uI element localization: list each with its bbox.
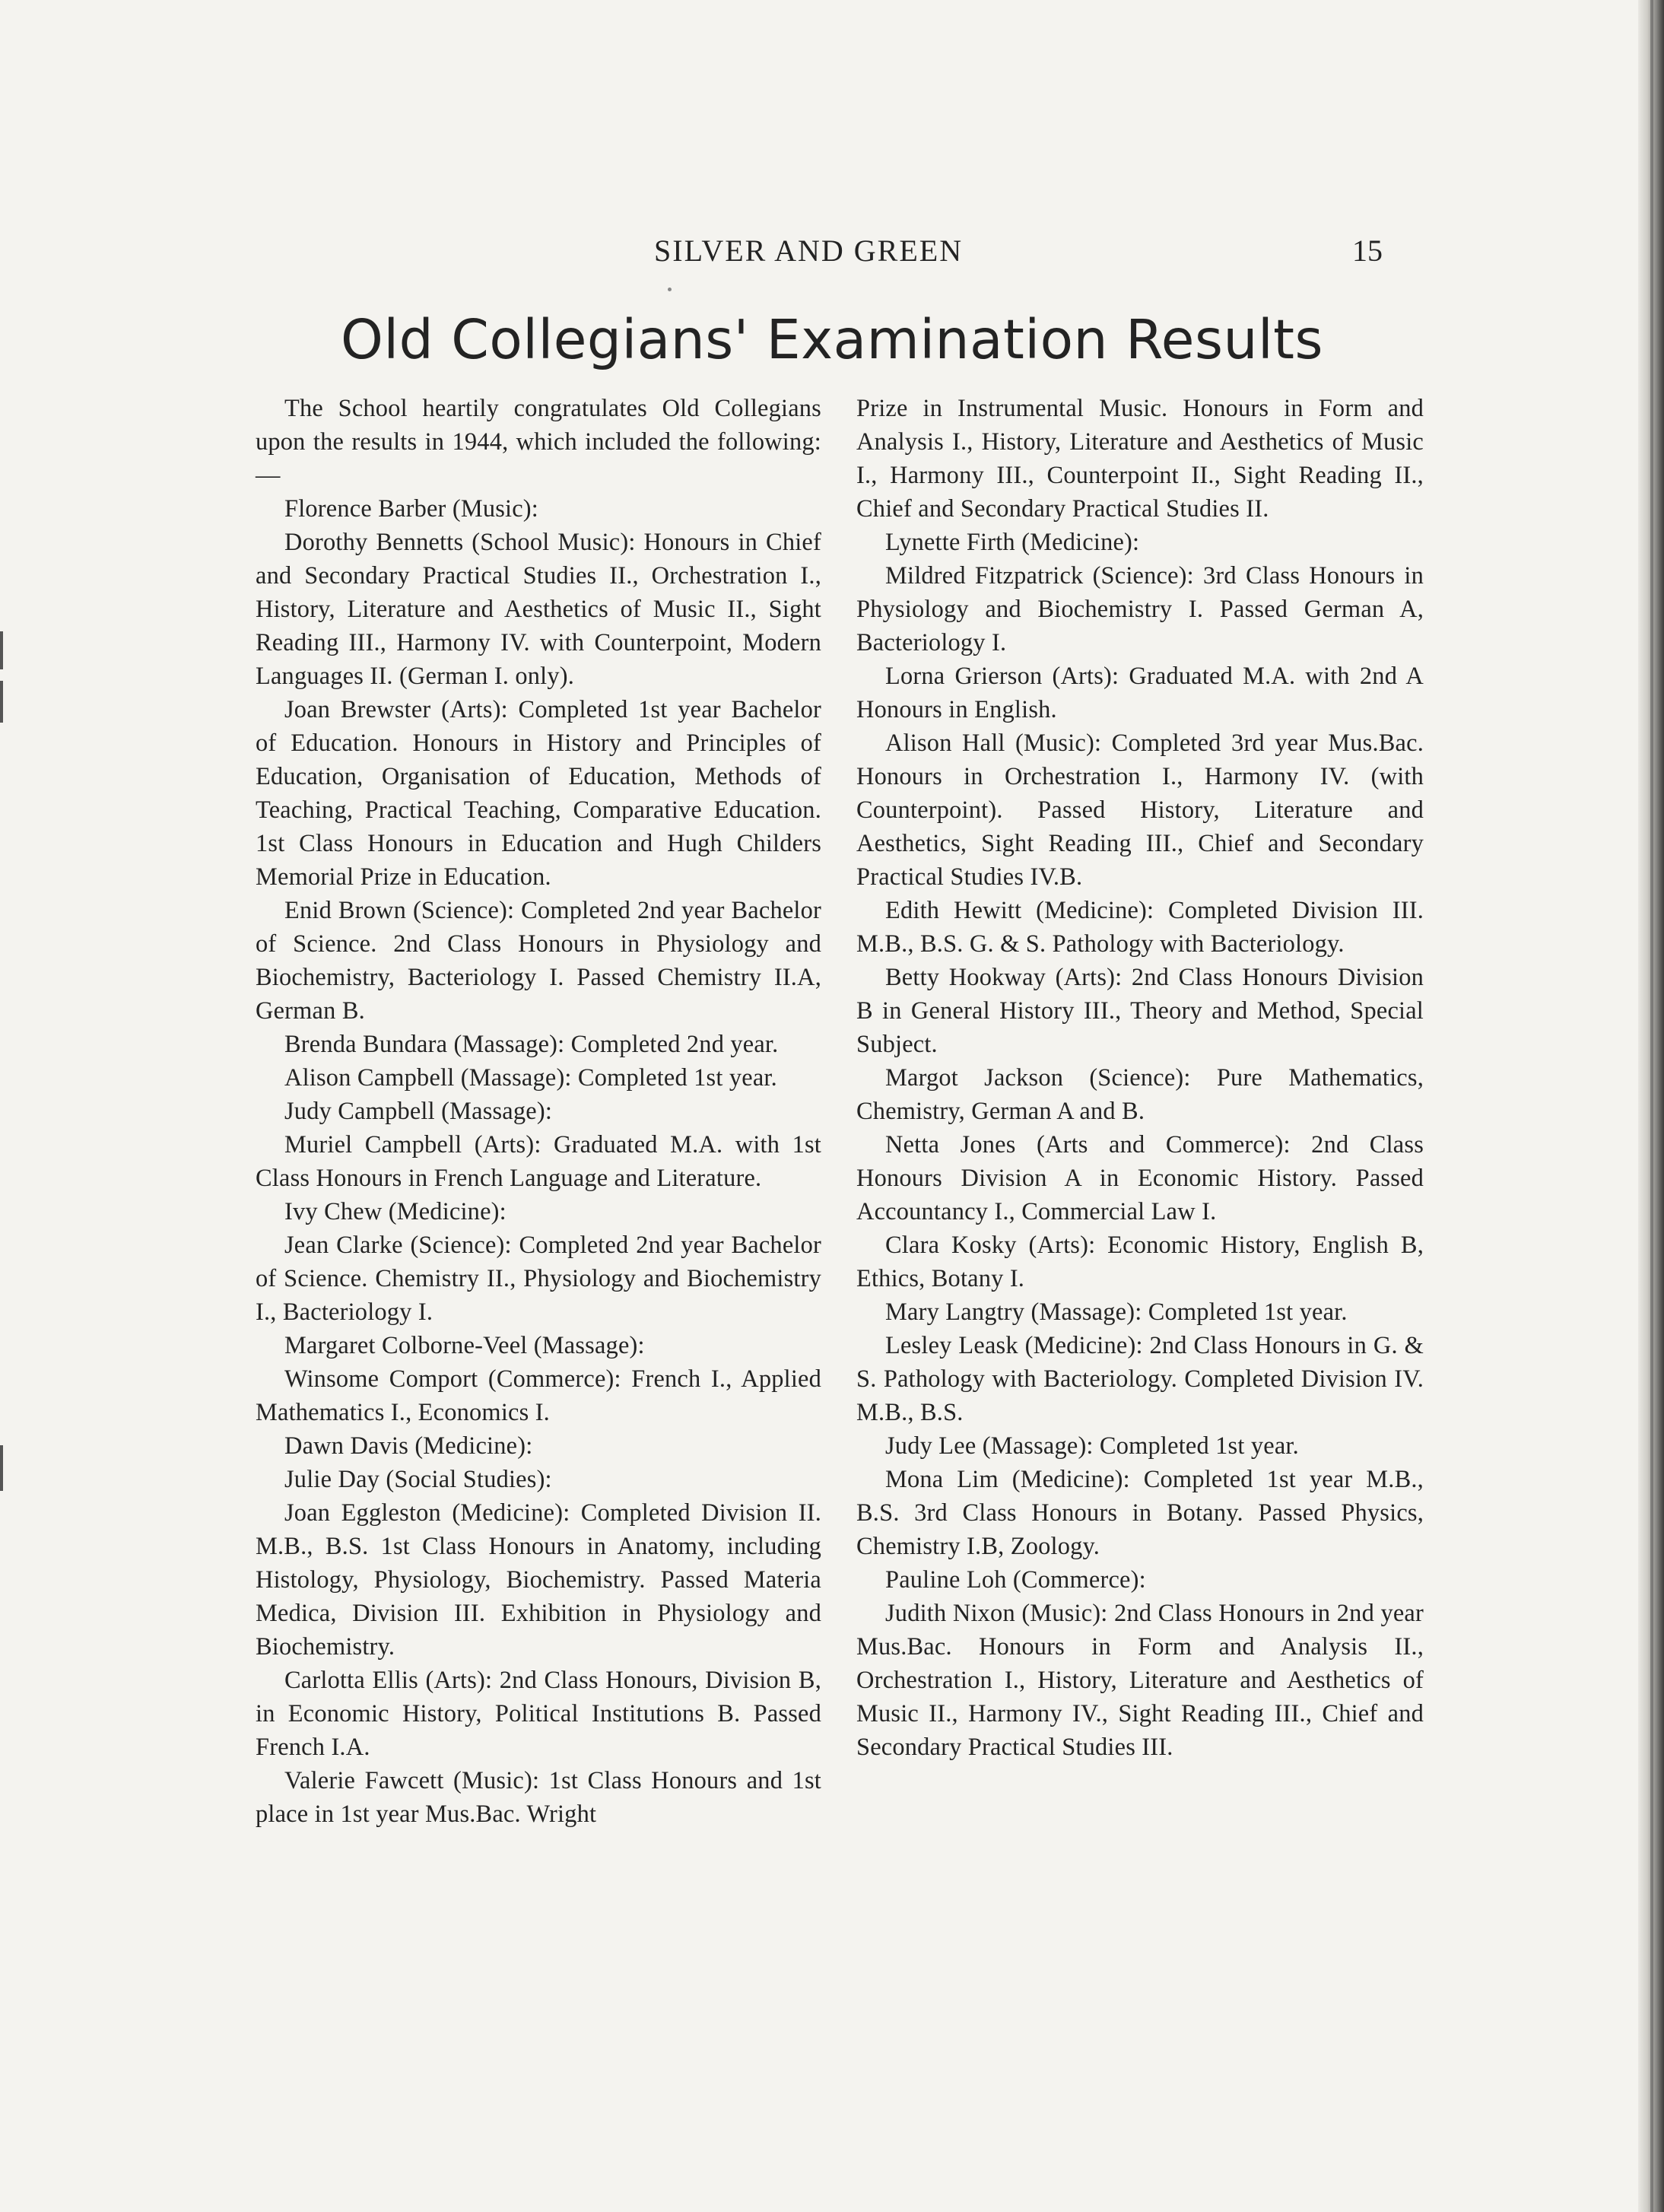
paragraph-continuation: Prize in Instrumental Music. Honours in Form and Analysis I., History, Literature and Aesthetics of Music I., Harmony III., Counterpoint II., Sight Reading II., Chief and Secondary Practical Studies II. xyxy=(856,395,1424,523)
paragraph: Brenda Bundara (Massage): Completed 2nd year. xyxy=(284,1031,779,1058)
paragraph: Jean Clarke (Science): Completed 2nd year Bachelor of Science. Chemistry II., Physiology and Biochemistry I., Bacteriology I. xyxy=(256,1232,821,1326)
article-title: Old Collegians' Examination Results xyxy=(341,308,1323,371)
paragraph: Judy Campbell (Massage): xyxy=(284,1098,553,1125)
journal-title: SILVER AND GREEN xyxy=(654,234,964,268)
paragraph: Valerie Fawcett (Music): 1st Class Honours and 1st place in 1st year Mus.Bac. Wright xyxy=(256,1767,821,1828)
paragraph: Enid Brown (Science): Completed 2nd year Bachelor of Science. 2nd Class Honours in Physiology and Biochemistry, Bacteriology I. Passed Chemistry II.A, German B. xyxy=(256,897,821,1025)
paragraph: Pauline Loh (Commerce): xyxy=(885,1566,1146,1594)
paragraph: Muriel Campbell (Arts): Graduated M.A. with 1st Class Honours in French Language and Literature. xyxy=(256,1131,821,1192)
paragraph: Judith Nixon (Music): 2nd Class Honours in 2nd year Mus.Bac. Honours in Form and Analysis II., Orchestration I., History, Literature and Aesthetics of Music II., Harmony IV., Sight Reading III., Chief and Secondary Practical Studies III. xyxy=(856,1600,1424,1761)
paragraph: Alison Hall (Music): Completed 3rd year Mus.Bac. Honours in Orchestration I., Harmony IV. (with Counterpoint). Passed History, Literature and Aesthetics, Sight Reading III., Chief and Secondary Practical Studies IV.B. xyxy=(856,729,1424,891)
paragraph: Julie Day (Social Studies): xyxy=(284,1466,552,1493)
right-column xyxy=(856,392,1424,1764)
paragraph: Ivy Chew (Medicine): xyxy=(284,1198,507,1225)
paragraph: Lynette Firth (Medicine): xyxy=(885,529,1140,556)
paragraph: Winsome Comport (Commerce): French I., Applied Mathematics I., Economics I. xyxy=(256,1365,821,1426)
paragraph: Joan Brewster (Arts): Completed 1st year Bachelor of Education. Honours in History and Principles of Education, Organisation of Education, Methods of Teaching, Practical Teaching, Comparative Education. 1st Class Honours in Education and Hugh Childers Memorial Prize in Education. xyxy=(256,696,821,891)
paragraph: Lorna Grierson (Arts): Graduated M.A. with 2nd A Honours in English. xyxy=(856,663,1424,723)
paragraph: Mary Langtry (Massage): Completed 1st year. xyxy=(885,1298,1348,1326)
scan-mark xyxy=(0,1445,3,1491)
scan-mark xyxy=(0,681,3,723)
paragraph: Mona Lim (Medicine): Completed 1st year M.B., B.S. 3rd Class Honours in Botany. Passed Physics, Chemistry I.B, Zoology. xyxy=(856,1466,1424,1560)
paragraph: The School heartily congratulates Old Collegians upon the results in 1944, which included the following:— xyxy=(256,395,821,489)
running-head xyxy=(0,233,1664,271)
paragraph: Carlotta Ellis (Arts): 2nd Class Honours, Division B, in Economic History, Political Institutions B. Passed French I.A. xyxy=(256,1667,821,1761)
page-number: 15 xyxy=(1352,234,1383,268)
paragraph: Florence Barber (Music): xyxy=(284,495,538,523)
scan-mark xyxy=(0,631,3,669)
paragraph: Lesley Leask (Medicine): 2nd Class Honours in G. & S. Pathology with Bacteriology. Completed Division IV. M.B., B.S. xyxy=(856,1332,1424,1426)
paragraph: Dawn Davis (Medicine): xyxy=(284,1432,533,1460)
paragraph: Dorothy Bennetts (School Music): Honours in Chief and Secondary Practical Studies II., Orchestration I., History, Literature and Aesthetics of Music II., Sight Reading III., Harmony IV. with Counterpoint, Modern Languages II. (German I. only). xyxy=(256,529,821,690)
paragraph: Judy Lee (Massage): Completed 1st year. xyxy=(885,1432,1299,1460)
speck xyxy=(668,288,672,291)
left-column xyxy=(256,392,821,1831)
paragraph: Edith Hewitt (Medicine): Completed Division III. M.B., B.S. G. & S. Pathology with Bacteriology. xyxy=(856,897,1424,958)
paragraph: Joan Eggleston (Medicine): Completed Division II. M.B., B.S. 1st Class Honours in Anatomy, including Histology, Physiology, Biochemistry. Passed Materia Medica, Division III. Exhibition in Physiology and Biochemistry. xyxy=(256,1499,821,1661)
paragraph: Netta Jones (Arts and Commerce): 2nd Class Honours Division A in Economic History. Passed Accountancy I., Commercial Law I. xyxy=(856,1131,1424,1225)
paragraph: Mildred Fitzpatrick (Science): 3rd Class Honours in Physiology and Biochemistry I. Passed German A, Bacteriology I. xyxy=(856,562,1424,656)
paragraph: Margot Jackson (Science): Pure Mathematics, Chemistry, German A and B. xyxy=(856,1064,1424,1125)
paragraph: Alison Campbell (Massage): Completed 1st year. xyxy=(284,1064,777,1092)
paragraph: Margaret Colborne-Veel (Massage): xyxy=(284,1332,645,1359)
paragraph: Clara Kosky (Arts): Economic History, English B, Ethics, Botany I. xyxy=(856,1232,1424,1292)
paragraph: Betty Hookway (Arts): 2nd Class Honours Division B in General History III., Theory and Method, Special Subject. xyxy=(856,964,1424,1058)
